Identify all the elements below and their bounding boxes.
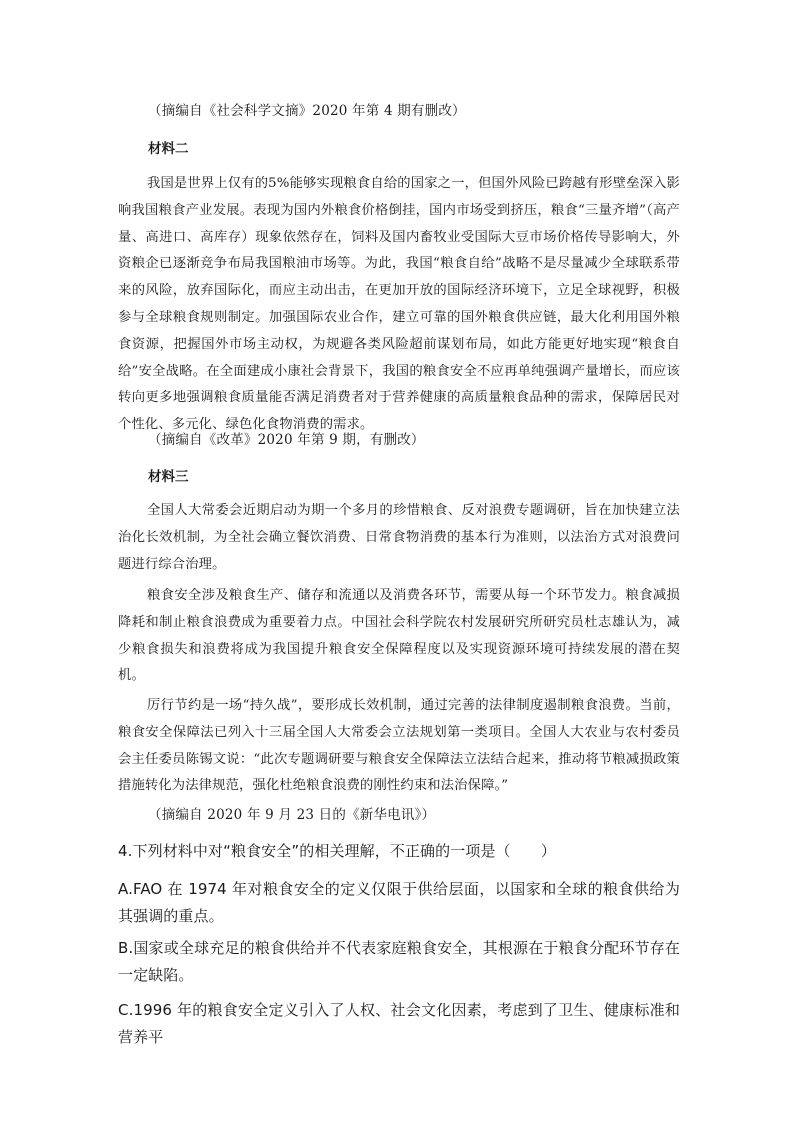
material3-source: （摘编自 2020 年 9 月 23 日的《新华电讯》） xyxy=(148,807,436,823)
material1-source: （摘编自《社会科学文摘》2020 年第 4 期有删改） xyxy=(148,103,466,119)
material2-paragraph: 我国是世界上仅有的5%能够实现粮食自给的国家之一，但国外风险已跨越有形壁垒深入影响我国粮食产业发展。表现为国内外粮食价格倒挂，国内市场受到挤压，粮食“三量齐增”（高产量、高进口、高库存）现象依然存在，饲料及国内畜牧业受国际大豆市场价格传导影响大，外资粮企已逐渐竞争布局我国粮油市场等。为此，我国“粮食自给”战略不是尽量减少全球联系带来的风险，放弃国际化，而应主动出击，在更加开放的国际经济环境下，立足全球视野，积极参与全球粮食规则制定。加强国际农业合作，建立可靠的国外粮食供应链，最大化利用国外粮食资源，把握国外市场主动权，为规避各类风险超前谋划布局，如此方能更好地实现“粮食自给”安全战略。在全面建成小康社会背景下，我国的粮食安全不应再单纯强调产量增长，而应该转向更多地强调粮食质量能否满足消费者对于营养健康的高质量粮食品种的需求，保障居民对个性化、多元化、绿色化食物消费的需求。 xyxy=(118,176,680,433)
question-option-b: B.国家或全球充足的粮食供给并不代表家庭粮食安全，其根源在于粮食分配环节存在一定缺陷。 xyxy=(118,939,680,984)
material3-paragraph-2: 粮食安全涉及粮食生产、储存和流通以及消费各环节，需要从每一个环节发力。粮食减损降耗和制止粮食浪费成为重要着力点。中国社会科学院农村发展研究所研究员杜志雄认为，减少粮食损失和浪费将成为我国提升粮食安全保障程度以及实现资源环境可持续发展的潜在契机。 xyxy=(118,588,680,684)
material3-paragraph-1: 全国人大常委会近期启动为期一个多月的珍惜粮食、反对浪费专题调研，旨在加快建立法治化长效机制，为全社会确立餐饮消费、日常食物消费的基本行为准则，以法治方式对浪费问题进行综合治理。 xyxy=(118,503,680,572)
question-stem: 4.下列材料中对“粮食安全”的相关理解，不正确的一项是（ ） xyxy=(118,842,556,860)
question-option-a: A.FAO 在 1974 年对粮食安全的定义仅限于供给层面，以国家和全球的粮食供给为其强调的重点。 xyxy=(118,880,680,925)
material2-heading: 材料二 xyxy=(148,141,189,157)
question-option-c: C.1996 年的粮食安全定义引入了人权、社会文化因素，考虑到了卫生、健康标准和营养平 xyxy=(118,1001,680,1046)
material3-heading: 材料三 xyxy=(148,469,189,485)
material3-paragraph-3: 厉行节约是一场“持久战”，要形成长效机制，通过完善的法律制度遏制粮食浪费。当前，粮食安全保障法已列入十三届全国人大常委会立法规划第一类项目。全国人大农业与农村委员会主任委员陈锡文说：“此次专题调研要与粮食安全保障法立法结合起来，推动将节粮减损政策措施转化为法律规范，强化杜绝粮食浪费的刚性约束和法治保障。” xyxy=(118,698,680,794)
material2-source: （摘编自《改革》2020 年第 9 期，有删改） xyxy=(148,432,425,448)
